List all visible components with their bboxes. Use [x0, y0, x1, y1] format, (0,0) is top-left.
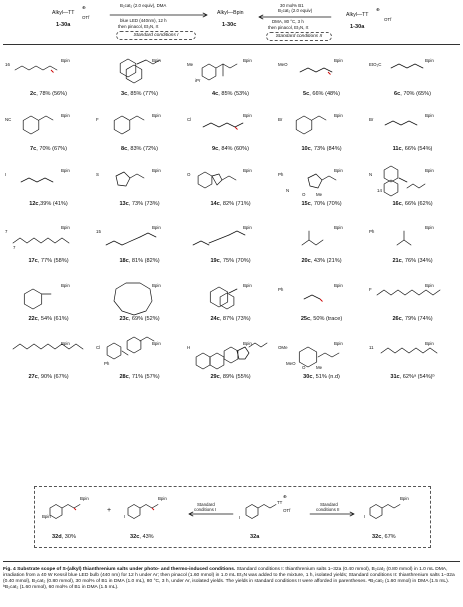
compound-cell-15c: [276, 158, 367, 210]
substituent-sub-5c: MeO: [278, 62, 288, 67]
cond-right-2: B₂cat₂ (2.0 equiv): [278, 8, 313, 13]
sm-left-charge: ⊕: [82, 5, 86, 10]
32a-otf: OTf: [283, 508, 291, 513]
compound-yield-13c: , 73% (73%): [128, 201, 160, 207]
compound-label-25c: [276, 316, 367, 322]
compound-cell-24c: [185, 273, 276, 325]
compound-yield-10c: , 73% (84%): [310, 146, 342, 152]
substituent-sub-7c: NC: [5, 117, 12, 122]
compound-yield-25c: , 50% (trace): [310, 316, 343, 322]
compound-cell-6c: [367, 48, 458, 100]
compound-yield-9c: , 84% (60%): [218, 146, 249, 152]
compound-cell-16c: [367, 158, 458, 210]
compound-yield-27c: , 90% (67%): [37, 374, 69, 380]
compound-yield-28c: , 71% (57%): [128, 374, 160, 380]
structure-6c: [367, 48, 458, 90]
structure-25c: [276, 273, 367, 315]
bpin-tag-23c: Bpin: [152, 283, 161, 288]
compound-cell-26c: [367, 273, 458, 325]
structure-24c: [185, 273, 276, 315]
substituent-sub-18c: 15: [96, 229, 101, 234]
compound-id-11c: 11c: [392, 146, 402, 152]
compound-label-16c: [367, 201, 458, 207]
structure-26c: [367, 273, 458, 315]
substituent-sub3-30c: O: [302, 365, 306, 370]
cond-left-2: blue LED (440nm), 12 h: [120, 18, 167, 23]
compound-yield-8c: , 83% (72%): [127, 146, 158, 152]
figure-caption: [3, 567, 460, 591]
compound-cell-20c: [276, 215, 367, 267]
compound-cell-4c: [185, 48, 276, 100]
structure-9c: [185, 103, 276, 145]
substituent-sub2-30c: MeO: [286, 361, 296, 366]
substituent-sub-31c: 11: [369, 345, 374, 350]
structure-16c: [367, 158, 458, 200]
32a-iodo: I: [239, 515, 241, 520]
compound-label-3c: [94, 91, 185, 97]
structure-8c: [94, 103, 185, 145]
substituent-sub-15c: Ph: [278, 172, 284, 177]
structure-20c: [276, 215, 367, 257]
32d-label: 32d, 30%: [52, 534, 76, 540]
compound-label-4c: [185, 91, 276, 97]
structure-18c: [94, 215, 185, 257]
cond-i-line2: conditions I: [194, 507, 217, 512]
compound-label-5c: [276, 91, 367, 97]
structure-32c-left: [118, 494, 178, 528]
compound-label-8c: [94, 146, 185, 152]
substituent-sub-11c: Br: [369, 117, 374, 122]
compound-cell-14c: [185, 158, 276, 210]
bpin-tag-20c: Bpin: [334, 225, 343, 230]
32c-left-label: 32c, 43%: [130, 534, 154, 540]
compound-yield-17c: , 77% (58%): [37, 258, 69, 264]
compound-cell-17c: [3, 215, 94, 267]
compound-yield-16c: , 66% (62%): [401, 201, 433, 207]
substituent-sub-26c: F: [369, 287, 372, 292]
bpin-tag-19c: Bpin: [243, 225, 252, 230]
compound-label-2c: [3, 91, 94, 97]
compound-yield-29c: , 89% (55%): [219, 374, 251, 380]
compound-id-8c: 8c: [120, 146, 128, 152]
plus-sign: +: [107, 507, 112, 514]
compound-id-19c: 19c: [210, 258, 220, 264]
compound-label-21c: [367, 258, 458, 264]
structure-27c: [3, 331, 94, 373]
cond-ii-line2: conditions II: [316, 507, 340, 512]
structure-10c: [276, 103, 367, 145]
compound-id-5c: 5c: [302, 91, 310, 97]
compound-cell-18c: [94, 215, 185, 267]
substituent-sub-10c: Br: [278, 117, 283, 122]
bpin-tag-21c: Bpin: [425, 225, 434, 230]
bpin-tag-30c: Bpin: [334, 341, 343, 346]
compound-label-15c: [276, 201, 367, 207]
substituent-sub-30c: OMe: [278, 345, 288, 350]
standard-conditions-i-box: Standard conditions I: [116, 31, 196, 40]
compound-id-21c: 21c: [392, 258, 402, 264]
structure-12c: [3, 158, 94, 200]
bpin-tag-9c: Bpin: [243, 113, 252, 118]
compound-id-24c: 24c: [210, 316, 220, 322]
substituent-sub4-30c: Me: [316, 365, 323, 370]
structure-31c: [367, 331, 458, 373]
sm-right-label: 1-30a: [350, 24, 365, 30]
bpin-tag-5c: Bpin: [334, 58, 343, 63]
compound-yield-6c: , 70% (65%): [400, 91, 431, 97]
arrow-cond-i: [188, 512, 234, 516]
substituent-sub2-4c: iPr: [195, 78, 201, 83]
compound-id-23c: 23c: [119, 316, 129, 322]
compound-cell-2c: [3, 48, 94, 100]
compound-label-30c: [276, 374, 367, 380]
structure-5c: [276, 48, 367, 90]
compound-yield-19c: , 75% (70%): [219, 258, 251, 264]
cond-left-3: then pinacol, Et₃N, rt: [118, 24, 159, 29]
compound-cell-27c: [3, 331, 94, 383]
substituent-sub-29c: H: [187, 345, 191, 350]
structure-3c: [94, 48, 185, 90]
32d-bpin-ring: Bpin: [42, 514, 51, 519]
compound-cell-12c: [3, 158, 94, 210]
structure-7c: [3, 103, 94, 145]
standard-conditions-ii-box: Standard conditions II: [266, 32, 332, 41]
compound-yield-3c: , 85% (77%): [127, 91, 158, 97]
bpin-tag-16c: Bpin: [425, 168, 434, 173]
32c-right-label: 32c, 67%: [372, 534, 396, 540]
compound-id-16c: 16c: [392, 201, 402, 207]
compound-label-9c: [185, 146, 276, 152]
substituent-sub2-15c: N: [286, 188, 290, 193]
compound-yield-18c: , 81% (82%): [128, 258, 160, 264]
substituent-sub-4c: Me: [187, 62, 194, 67]
structure-29c: [185, 331, 276, 373]
compound-cell-3c: [94, 48, 185, 100]
compound-yield-2c: , 78% (56%): [36, 91, 67, 97]
substituent-sub2-28c: Ph: [104, 361, 110, 366]
compound-cell-31c: [367, 331, 458, 383]
structure-32d: [40, 494, 100, 528]
substituent-sub-9c: Cl: [187, 117, 192, 122]
bpin-tag-11c: Bpin: [425, 113, 434, 118]
compound-label-26c: [367, 316, 458, 322]
compound-cell-29c: [185, 331, 276, 383]
structure-32c-right: [360, 494, 420, 528]
structure-32a: [236, 490, 306, 530]
compound-cell-28c: [94, 331, 185, 383]
divider-bottom: [3, 561, 460, 562]
compound-id-28c: 28c: [119, 374, 129, 380]
compound-cell-13c: [94, 158, 185, 210]
substituent-sub-16c: N: [369, 172, 373, 177]
bpin-tag-15c: Bpin: [334, 168, 343, 173]
compound-cell-7c: [3, 103, 94, 155]
compound-label-22c: [3, 316, 94, 322]
compound-yield-31c: , 62%ᵃ (54%)ᵇ: [399, 374, 435, 380]
bpin-tag-25c: Bpin: [334, 283, 343, 288]
cond-right-4: then pinacol, Et₃N, rt: [268, 25, 309, 30]
substituent-sub-25c: Ph: [278, 287, 284, 292]
structure-2c: [3, 48, 94, 90]
bpin-tag-31c: Bpin: [425, 341, 434, 346]
compound-id-14c: 14c: [210, 201, 220, 207]
sm-right-alkyl: Alkyl—TT: [346, 12, 369, 18]
cond-right-3: DMA, 80 °C, 3 h: [272, 19, 304, 24]
compound-yield-7c: , 70% (67%): [36, 146, 67, 152]
compound-id-15c: 15c: [301, 201, 311, 207]
substituent-sub-12c: I: [5, 172, 7, 177]
cond-ii-line1: Standard: [320, 502, 338, 507]
compound-id-25c: 25c: [300, 316, 311, 322]
compound-id-13c: 13c: [119, 201, 129, 207]
32a-label: 32a: [250, 534, 260, 540]
bpin-tag-29c: Bpin: [243, 341, 252, 346]
compound-label-31c: [367, 374, 458, 380]
bpin-tag-3c: Bpin: [152, 58, 161, 63]
32d-bpin-chain: Bpin: [80, 496, 89, 501]
bpin-tag-27c: Bpin: [61, 341, 70, 346]
compound-id-26c: 26c: [392, 316, 402, 322]
compound-cell-8c: [94, 103, 185, 155]
bpin-tag-28c: Bpin: [152, 341, 161, 346]
substituent-sub2-16c: 14: [377, 188, 382, 193]
substituent-sub4-15c: Me: [316, 192, 323, 197]
compound-id-18c: 18c: [119, 258, 129, 264]
compound-cell-23c: [94, 273, 185, 325]
compound-yield-4c: , 85% (53%): [218, 91, 249, 97]
bpin-tag-12c: Bpin: [61, 168, 70, 173]
compound-id-2c: 2c: [29, 91, 37, 97]
compound-label-23c: [94, 316, 185, 322]
substituent-sub3-15c: O: [302, 192, 306, 197]
bpin-tag-18c: Bpin: [152, 225, 161, 230]
compound-id-3c: 3c: [120, 91, 128, 97]
structure-22c: [3, 273, 94, 315]
structure-19c: [185, 215, 276, 257]
product-alkyl-bpin: Alkyl—Bpin: [217, 10, 244, 16]
compound-label-11c: [367, 146, 458, 152]
structure-23c: [94, 273, 185, 315]
compound-cell-19c: [185, 215, 276, 267]
compound-label-18c: [94, 258, 185, 264]
sm-left-label: 1-30a: [56, 22, 71, 28]
structure-14c: [185, 158, 276, 200]
structure-28c: [94, 331, 185, 373]
compound-label-20c: [276, 258, 367, 264]
32c-right-iodo: I: [364, 514, 366, 519]
product-label: 1-30c: [222, 22, 237, 28]
substituent-sub-28c: Cl: [96, 345, 101, 350]
compound-yield-21c: , 76% (34%): [401, 258, 433, 264]
structure-4c: [185, 48, 276, 90]
compound-label-17c: [3, 258, 94, 264]
compound-yield-26c: , 79% (74%): [401, 316, 433, 322]
compound-yield-24c: , 87% (73%): [219, 316, 251, 322]
structure-21c: [367, 215, 458, 257]
compound-label-7c: [3, 146, 94, 152]
compound-label-13c: [94, 201, 185, 207]
compound-yield-23c: , 69% (52%): [128, 316, 160, 322]
substituent-sub-6c: EtO₂C: [369, 62, 382, 67]
compound-cell-25c: [276, 273, 367, 325]
compound-cell-21c: [367, 215, 458, 267]
bpin-tag-10c: Bpin: [334, 113, 343, 118]
compound-cell-11c: [367, 103, 458, 155]
compound-yield-14c: , 82% (71%): [219, 201, 251, 207]
compound-label-14c: [185, 201, 276, 207]
sm-left-alkyl: Alkyl—TT: [52, 10, 75, 16]
compound-yield-5c: , 66% (48%): [309, 91, 340, 97]
sm-left-otf: OTf: [82, 15, 90, 20]
compound-yield-11c: , 66% (54%): [401, 146, 433, 152]
compound-label-12c: [3, 201, 94, 207]
bpin-tag-14c: Bpin: [243, 168, 252, 173]
compound-cell-30c: [276, 331, 367, 383]
bpin-tag-24c: Bpin: [243, 283, 252, 288]
compound-id-7c: 7c: [29, 146, 37, 152]
compound-id-31c: 31c: [390, 374, 400, 380]
arrow-cond-ii: [310, 512, 356, 516]
compound-id-27c: 27c: [28, 374, 38, 380]
compound-cell-10c: [276, 103, 367, 155]
bpin-tag-6c: Bpin: [425, 58, 434, 63]
structure-11c: [367, 103, 458, 145]
substituent-sub-21c: Ph: [369, 229, 375, 234]
bpin-tag-7c: Bpin: [61, 113, 70, 118]
compound-id-4c: 4c: [211, 91, 219, 97]
compound-yield-15c: , 70% (70%): [310, 201, 342, 207]
compound-id-17c: 17c: [28, 258, 38, 264]
substituent-sub-17c: 7: [5, 229, 8, 234]
bpin-tag-2c: Bpin: [61, 58, 70, 63]
sm-right-charge: ⊕: [376, 7, 380, 12]
compound-cell-22c: [3, 273, 94, 325]
compound-id-9c: 9c: [211, 146, 219, 152]
compound-id-22c: 22c: [28, 316, 38, 322]
bpin-tag-26c: Bpin: [425, 283, 434, 288]
compound-id-20c: 20c: [301, 258, 311, 264]
structure-17c: [3, 215, 94, 257]
compound-id-12c: 12c: [29, 201, 39, 207]
bpin-tag-17c: Bpin: [61, 225, 70, 230]
compound-label-10c: [276, 146, 367, 152]
compound-yield-20c: , 43% (21%): [310, 258, 342, 264]
compound-label-28c: [94, 374, 185, 380]
32a-tt: TT: [277, 500, 283, 505]
cond-i-line1: Standard: [197, 502, 215, 507]
cond-left-1: B₂cat₂ (2.0 equiv), DMA: [120, 3, 167, 8]
substituent-sub-8c: F: [96, 117, 99, 122]
compound-cell-5c: [276, 48, 367, 100]
bpin-tag-8c: Bpin: [152, 113, 161, 118]
compound-id-10c: 10c: [301, 146, 311, 152]
substituent-sub-13c: S: [96, 172, 99, 177]
compound-label-27c: [3, 374, 94, 380]
sm-right-otf: OTf: [384, 17, 392, 22]
compound-label-24c: [185, 316, 276, 322]
caption-title: Fig. 4 Substrate scope of S-(alkyl) thianthrenium salts under photo- and thermo-induced conditions.: [3, 567, 236, 572]
caption-body: Standard conditions I: thianthrenium salts 1–32a (0.40 mmol), B₂cat₂ (0.80 mmol) in 1.0 mL DMA, irradiation from a 40 W Kessil blue LED bulb (440 nm) for 12 h under Ar; then pinacol (1.60 mmol) in 1.0 mL Et₃N was added to the mixture, 1 h, isolated yields; Standard conditions II: thianthrenium salts 1–32a (0.40 mmol), B₂cat₂ (0.80 mmol), 30 mol% of B1 in DMA (1.0 mL), 80 °C, 3 h, under Ar, isolated yields. The yields in standard conditions II were afforded in parentheses. ᵃB₂cat₂ (1.60 mmol) in DMA (1.5 mL). ᵇB₂cat₂ (1.60 mmol), 60 mol% of B1 in DMA (1.5 mL).: [3, 567, 455, 591]
cond-right-1: 30 mol% B1: [280, 3, 304, 8]
bpin-tag-22c: Bpin: [61, 283, 70, 288]
compound-label-6c: [367, 91, 458, 97]
substituent-sub2-17c: 7: [13, 245, 16, 250]
compound-label-29c: [185, 374, 276, 380]
32a-charge: ⊕: [283, 494, 287, 499]
32c-right-bpin: Bpin: [400, 496, 409, 501]
compound-id-29c: 29c: [210, 374, 220, 380]
compound-label-19c: [185, 258, 276, 264]
bpin-tag-13c: Bpin: [152, 168, 161, 173]
compound-yield-12c: ,39% (41%): [38, 201, 68, 207]
compound-cell-9c: [185, 103, 276, 155]
substituent-sub-2c: 16: [5, 62, 10, 67]
structure-13c: [94, 158, 185, 200]
32c-left-iodo: I: [124, 514, 126, 519]
compound-yield-30c: , 51% (n.d): [312, 374, 340, 380]
compound-id-6c: 6c: [393, 91, 401, 97]
bpin-tag-4c: Bpin: [243, 58, 252, 63]
arrow-left-cond: [110, 13, 210, 17]
compound-id-30c: 30c: [303, 374, 313, 380]
32c-left-bpin: Bpin: [158, 496, 167, 501]
compound-yield-22c: , 54% (61%): [37, 316, 69, 322]
divider-top: [3, 44, 460, 45]
substituent-sub-14c: O: [187, 172, 191, 177]
